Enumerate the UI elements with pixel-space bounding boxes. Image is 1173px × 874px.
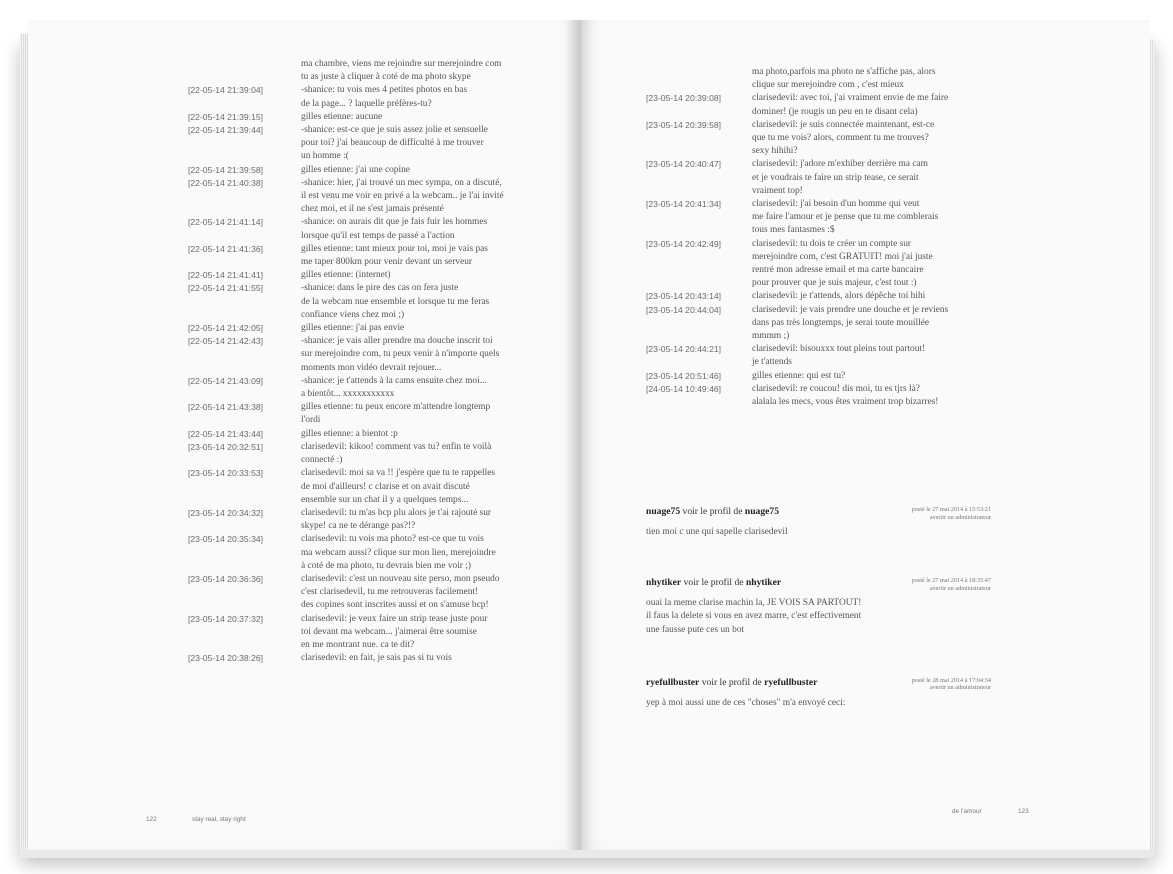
chat-entry (188, 335, 541, 375)
chat-message (752, 92, 992, 118)
chat-message-line: clarisedevil: j'ai besoin d'un homme qui veut (752, 199, 920, 210)
report-admin-link[interactable]: avertir un administrateur (929, 513, 991, 521)
chat-message (301, 613, 541, 653)
chat-message-line: dans pas très longtemps, je serai toute mouillée (752, 317, 930, 328)
chat-timestamp: [22-05-14 21:41:41] (188, 270, 264, 281)
post-header (646, 577, 991, 597)
chat-message-line: a bientôt... xxxxxxxxxxx (301, 389, 395, 400)
left-page-number: 122 (146, 816, 157, 823)
post-date: posté le 27 mai 2014 à 15:53:21 (911, 506, 991, 513)
chat-timestamp: [23-05-14 20:41:34] (646, 199, 722, 210)
chat-message (301, 441, 541, 467)
profile-link-text[interactable]: voir le profil de (682, 506, 743, 517)
chat-message-line: pour toi? j'ai beaucoup de difficulté à me trouver (301, 138, 484, 149)
chat-message-line: merejoindre com, c'est GRATUIT! moi j'ai juste (752, 251, 933, 262)
chat-message-line: sur merejoindre com, tu peux venir à n'importe quels (301, 349, 500, 360)
chat-timestamp: [22-05-14 21:41:55] (188, 283, 264, 294)
chat-message (752, 304, 992, 344)
post-date: posté le 28 mai 2014 à 17:04:34 (911, 676, 991, 684)
chat-message-line: lorsque qu'il est temps de passé a l'action (301, 230, 455, 241)
chat-message-line: -shanice: hier, j'ai trouvé un mec sympa, on a discuté, (301, 177, 502, 188)
post-username-profile[interactable]: nhytiker (745, 577, 782, 589)
chat-message (301, 401, 541, 427)
chat-entry (646, 304, 992, 344)
post-body (646, 597, 991, 637)
chat-entry (188, 111, 541, 124)
chat-message-line: gilles etienne: tant mieux pour toi, moi je vais pas (301, 243, 488, 254)
chat-message-line: rentré mon adresse email et ma carte bancaire (752, 265, 924, 276)
forum-post (646, 577, 991, 637)
chat-message-line: clarisedevil: c'est un nouveau site perso, mon pseudo (301, 573, 500, 584)
chat-message-line: -shanice: on aurais dit que je fais fuir les hommes (301, 217, 488, 228)
chat-message-line: dominer! (je rougis un peu en te disant cela) (752, 106, 918, 117)
right-page-number: 123 (1018, 808, 1029, 815)
chat-message (301, 467, 541, 507)
post-username-profile[interactable]: nuage75 (744, 506, 780, 517)
post-username[interactable]: ryefullbuster (646, 676, 700, 688)
chat-message-line: et je voudrais te faire un strip tease, ce serait (752, 172, 919, 183)
chat-timestamp: [23-05-14 20:35:34] (188, 534, 264, 545)
chat-entry (188, 58, 541, 84)
chat-message (301, 124, 541, 164)
chat-entry (646, 383, 992, 409)
chat-message-line: gilles etienne: (internet) (301, 270, 391, 281)
chat-message (301, 533, 541, 573)
right-page (580, 20, 1150, 850)
right-chat-log (646, 66, 992, 409)
chat-timestamp: [22-05-14 21:41:36] (188, 243, 264, 254)
right-running-footer: de l'amour (952, 808, 982, 815)
chat-timestamp: [23-05-14 20:43:14] (646, 291, 722, 302)
chat-message-line: en me montrant nue. ca te dit? (301, 639, 415, 650)
chat-timestamp: [23-05-14 20:42:49] (646, 238, 722, 249)
chat-timestamp: [22-05-14 21:39:15] (188, 111, 264, 122)
chat-message (301, 177, 541, 217)
post-meta (912, 577, 991, 592)
report-admin-link[interactable]: avertir un administrateur (929, 584, 991, 592)
chat-entry (646, 343, 992, 369)
post-header (646, 506, 991, 526)
chat-entry (188, 216, 541, 242)
chat-message-line: confiance viens chez moi ;) (301, 309, 405, 320)
chat-entry (646, 158, 992, 198)
chat-message-line: de la webcam nue ensemble et lorsque tu me feras (301, 296, 490, 307)
chat-timestamp: [22-05-14 21:41:14] (188, 217, 264, 228)
chat-entry (188, 613, 541, 653)
chat-timestamp: [23-05-14 20:40:47] (646, 159, 722, 170)
chat-timestamp: [23-05-14 20:32:51] (188, 441, 264, 452)
profile-link-text[interactable]: voir le profil de (683, 577, 744, 589)
chat-entry (188, 322, 541, 335)
chat-message-line: clarisedevil: je veux faire un strip tease juste pour (301, 613, 488, 624)
report-admin-link[interactable]: avertir un administrateur (929, 684, 991, 692)
post-author-line (646, 677, 817, 688)
post-body-line: yep à moi aussi une de ces "choses" m'a envoyé ceci: (646, 697, 846, 708)
chat-message-line: gilles etienne: j'ai pas envie (301, 323, 405, 334)
chat-message (301, 375, 541, 401)
chat-message-line: gilles etienne: a bientot :p (301, 428, 398, 439)
post-header (646, 677, 991, 697)
chat-message (301, 111, 541, 124)
forum-posts (646, 506, 991, 710)
chat-message (301, 58, 541, 84)
post-body-line: une fausse pute ces un bot (646, 624, 745, 635)
chat-entry (188, 124, 541, 164)
chat-timestamp: [23-05-14 20:39:08] (646, 93, 722, 104)
chat-entry (646, 198, 992, 238)
chat-message-line: -shanice: je vais aller prendre ma douche inscrit toi (301, 336, 493, 347)
chat-entry (188, 441, 541, 467)
chat-message-line: de la page... ? laquelle préfères-tu? (301, 98, 432, 109)
chat-message-line: un homme :( (301, 151, 349, 162)
chat-timestamp: [23-05-14 20:44:04] (646, 304, 722, 315)
chat-entry (646, 290, 992, 303)
chat-message-line: clarisedevil: tu dois te créer un compte sur (752, 238, 912, 249)
post-author-line (646, 506, 779, 517)
chat-message-line: clarisedevil: en fait, je sais pas si tu vois (301, 653, 452, 664)
forum-post (646, 677, 991, 710)
chat-message-line: gilles etienne: j'ai une copine (301, 164, 410, 175)
left-page (28, 20, 580, 850)
chat-message-line: mmmm ;) (752, 331, 790, 342)
chat-message (301, 269, 541, 282)
chat-entry (188, 652, 541, 665)
chat-message-line: me faire l'amour et je pense que tu me comblerais (752, 212, 939, 223)
chat-entry (188, 467, 541, 507)
chat-entry (646, 370, 992, 383)
chat-message-line: je t'attends (752, 357, 792, 368)
left-chat-log (188, 58, 541, 665)
chat-message-line: -shanice: dans le pire des cas on fera juste (301, 283, 459, 294)
chat-timestamp: [22-05-14 21:39:44] (188, 125, 264, 136)
chat-entry (188, 243, 541, 269)
chat-timestamp: [22-05-14 21:42:43] (188, 336, 264, 347)
chat-entry (188, 507, 541, 533)
chat-entry (188, 164, 541, 177)
chat-message-line: à coté de ma photo, tu devrais bien me voir ;) (301, 560, 471, 571)
chat-message-line: -shanice: je t'attends à la cams ensuite chez moi... (301, 375, 487, 386)
chat-timestamp: [23-05-14 20:51:46] (646, 370, 722, 381)
chat-message-line: chez moi, et il ne s'est jamais présenté (301, 204, 444, 215)
chat-message (301, 573, 541, 613)
chat-message-line: tu as juste à cliquer à coté de ma photo skype (301, 72, 471, 83)
post-body-line: ouai la meme clarise machin la, JE VOIS SA PARTOUT! (646, 598, 862, 609)
post-username-profile[interactable]: ryefullbuster (764, 676, 818, 688)
post-date: posté le 27 mai 2014 à 18:35:47 (911, 577, 991, 585)
chat-message-line: -shanice: tu vois mes 4 petites photos en bas (301, 85, 468, 96)
chat-message (752, 383, 992, 409)
chat-message-line: de moi d'ailleurs! c clarise et on avait discuté (301, 481, 470, 492)
post-username[interactable]: nuage75 (646, 506, 681, 517)
chat-entry (188, 375, 541, 401)
chat-message-line: c'est clarisedevil, tu me retrouveras facilement! (301, 587, 479, 598)
chat-message-line: gilles etienne: qui est tu? (752, 370, 846, 381)
chat-message-line: clarisedevil: j'adore m'exhiber derrière ma cam (752, 159, 928, 170)
chat-message-line: l'ordi (301, 415, 321, 426)
chat-message-line: gilles etienne: tu peux encore m'attendre longtemp (301, 402, 491, 413)
chat-message-line: que tu me vois? alors, comment tu me trouves? (752, 133, 929, 144)
chat-entry (188, 177, 541, 217)
chat-message (301, 282, 541, 322)
chat-timestamp: [23-05-14 20:34:32] (188, 507, 264, 518)
chat-message (301, 84, 541, 110)
chat-message-line: il est venu me voir en privé a la webcam.. je l'ai invité (301, 191, 504, 202)
chat-message-line: clarisedevil: bisouxxx tout pleins tout partout! (752, 344, 926, 355)
chat-message-line: -shanice: est-ce que je suis assez jolie et sensuelle (301, 125, 488, 136)
post-meta (912, 506, 991, 521)
post-username[interactable]: nhytiker (646, 577, 682, 589)
chat-timestamp: [24-05-14 10:49:46] (646, 383, 722, 394)
post-body-line: il faus la delete si vous en avez marre, c'est effectivement (646, 611, 862, 622)
chat-timestamp: [23-05-14 20:44:21] (646, 344, 722, 355)
chat-message-line: vraiment top! (752, 185, 803, 196)
chat-message-line: moments mon vidéo devrait rejouer... (301, 362, 442, 373)
left-running-footer: stay real, stay right (192, 816, 246, 823)
chat-message-line: des copines sont inscrites aussi et on s'amuse bcp! (301, 600, 489, 611)
chat-message-line: clarisedevil: re coucou! dis moi, tu es tjrs là? (752, 383, 920, 394)
chat-entry (188, 428, 541, 441)
chat-entry (188, 533, 541, 573)
chat-timestamp: [23-05-14 20:36:36] (188, 573, 264, 584)
chat-timestamp: [22-05-14 21:40:38] (188, 177, 264, 188)
chat-message-line: pour prouver que je suis majeur, c'est tout :) (752, 278, 917, 289)
chat-message (752, 290, 992, 303)
chat-message-line: clarisedevil: moi sa va !! j'espère que tu te rappelles (301, 468, 496, 479)
post-body (646, 697, 991, 710)
chat-message (301, 216, 541, 242)
chat-message-line: sexy hihihi? (752, 146, 798, 157)
chat-message (301, 507, 541, 533)
chat-message (301, 322, 541, 335)
chat-message (301, 428, 541, 441)
chat-message-line: clarisedevil: je suis connectée maintenant, est-ce (752, 119, 935, 130)
chat-message-line: clique sur merejoindre com , c'est mieux (752, 80, 904, 91)
chat-timestamp: [22-05-14 21:42:05] (188, 323, 264, 334)
forum-post (646, 506, 991, 539)
chat-timestamp: [22-05-14 21:39:58] (188, 164, 264, 175)
chat-entry (188, 573, 541, 613)
chat-message (752, 119, 992, 159)
chat-message-line: clarisedevil: tu vois ma photo? est-ce que tu vois (301, 534, 484, 545)
chat-message-line: me taper 800km pour venir devant un serveur (301, 257, 473, 268)
post-body-line: tien moi c une qui sapelle clarisedevil (646, 527, 788, 537)
chat-message-line: clarisedevil: je t'attends, alors dépêche toi hihi (752, 291, 926, 302)
chat-timestamp: [23-05-14 20:33:53] (188, 468, 264, 479)
post-meta (912, 677, 991, 692)
chat-message (752, 238, 992, 291)
chat-message-line: skype! ca ne te dérange pas?!? (301, 521, 416, 532)
chat-entry (188, 84, 541, 110)
book-spine (566, 20, 594, 850)
chat-entry (188, 401, 541, 427)
chat-entry (646, 66, 992, 92)
chat-message-line: clarisedevil: kikoo! comment vas tu? enfin te voilà (301, 441, 492, 452)
chat-message-line: ma webcam aussi? clique sur mon lien, merejoindre (301, 547, 496, 558)
chat-entry (188, 282, 541, 322)
chat-message (752, 370, 992, 383)
chat-message-line: ensemble sur un chat il y a quelques temps... (301, 494, 469, 505)
chat-entry (646, 238, 992, 291)
chat-message-line: toi devant ma webcam... j'aimerai être soumise (301, 626, 477, 637)
chat-message (752, 198, 992, 238)
chat-entry (188, 269, 541, 282)
chat-timestamp: [22-05-14 21:43:44] (188, 428, 264, 439)
post-author-line (646, 577, 781, 588)
chat-message-line: tous mes fantasmes :$ (752, 225, 835, 236)
chat-message (301, 335, 541, 375)
chat-message-line: clarisedevil: avec toi, j'ai vraiment envie de me faire (752, 93, 949, 104)
chat-message-line: clarisedevil: tu m'as bcp plu alors je t'ai rajouté sur (301, 507, 492, 518)
chat-message-line: alalala les mecs, vous êtes vraiment trop bizarres! (752, 397, 939, 408)
profile-link-text[interactable]: voir le profil de (701, 676, 762, 688)
chat-message (301, 164, 541, 177)
chat-message-line: connecté :) (301, 455, 343, 466)
chat-message (301, 652, 541, 665)
chat-timestamp: [23-05-14 20:37:32] (188, 613, 264, 624)
chat-timestamp: [23-05-14 20:38:26] (188, 653, 264, 664)
chat-message-line: clarisedevil: je vais prendre une douche et je reviens (752, 304, 949, 315)
chat-message (301, 243, 541, 269)
chat-message-line: gilles etienne: aucune (301, 111, 383, 122)
chat-message (752, 66, 992, 92)
chat-timestamp: [22-05-14 21:43:09] (188, 375, 264, 386)
chat-message-line: ma photo,parfois ma photo ne s'affiche pas, alors (752, 67, 936, 77)
chat-timestamp: [22-05-14 21:39:04] (188, 85, 264, 96)
chat-message-line: ma chambre, viens me rejoindre sur merejoindre com (301, 59, 502, 69)
chat-entry (646, 119, 992, 159)
chat-message (752, 343, 992, 369)
chat-timestamp: [23-05-14 20:39:58] (646, 119, 722, 130)
chat-message (752, 158, 992, 198)
post-body (646, 526, 991, 539)
chat-timestamp: [22-05-14 21:43:38] (188, 402, 264, 413)
chat-entry (646, 92, 992, 118)
